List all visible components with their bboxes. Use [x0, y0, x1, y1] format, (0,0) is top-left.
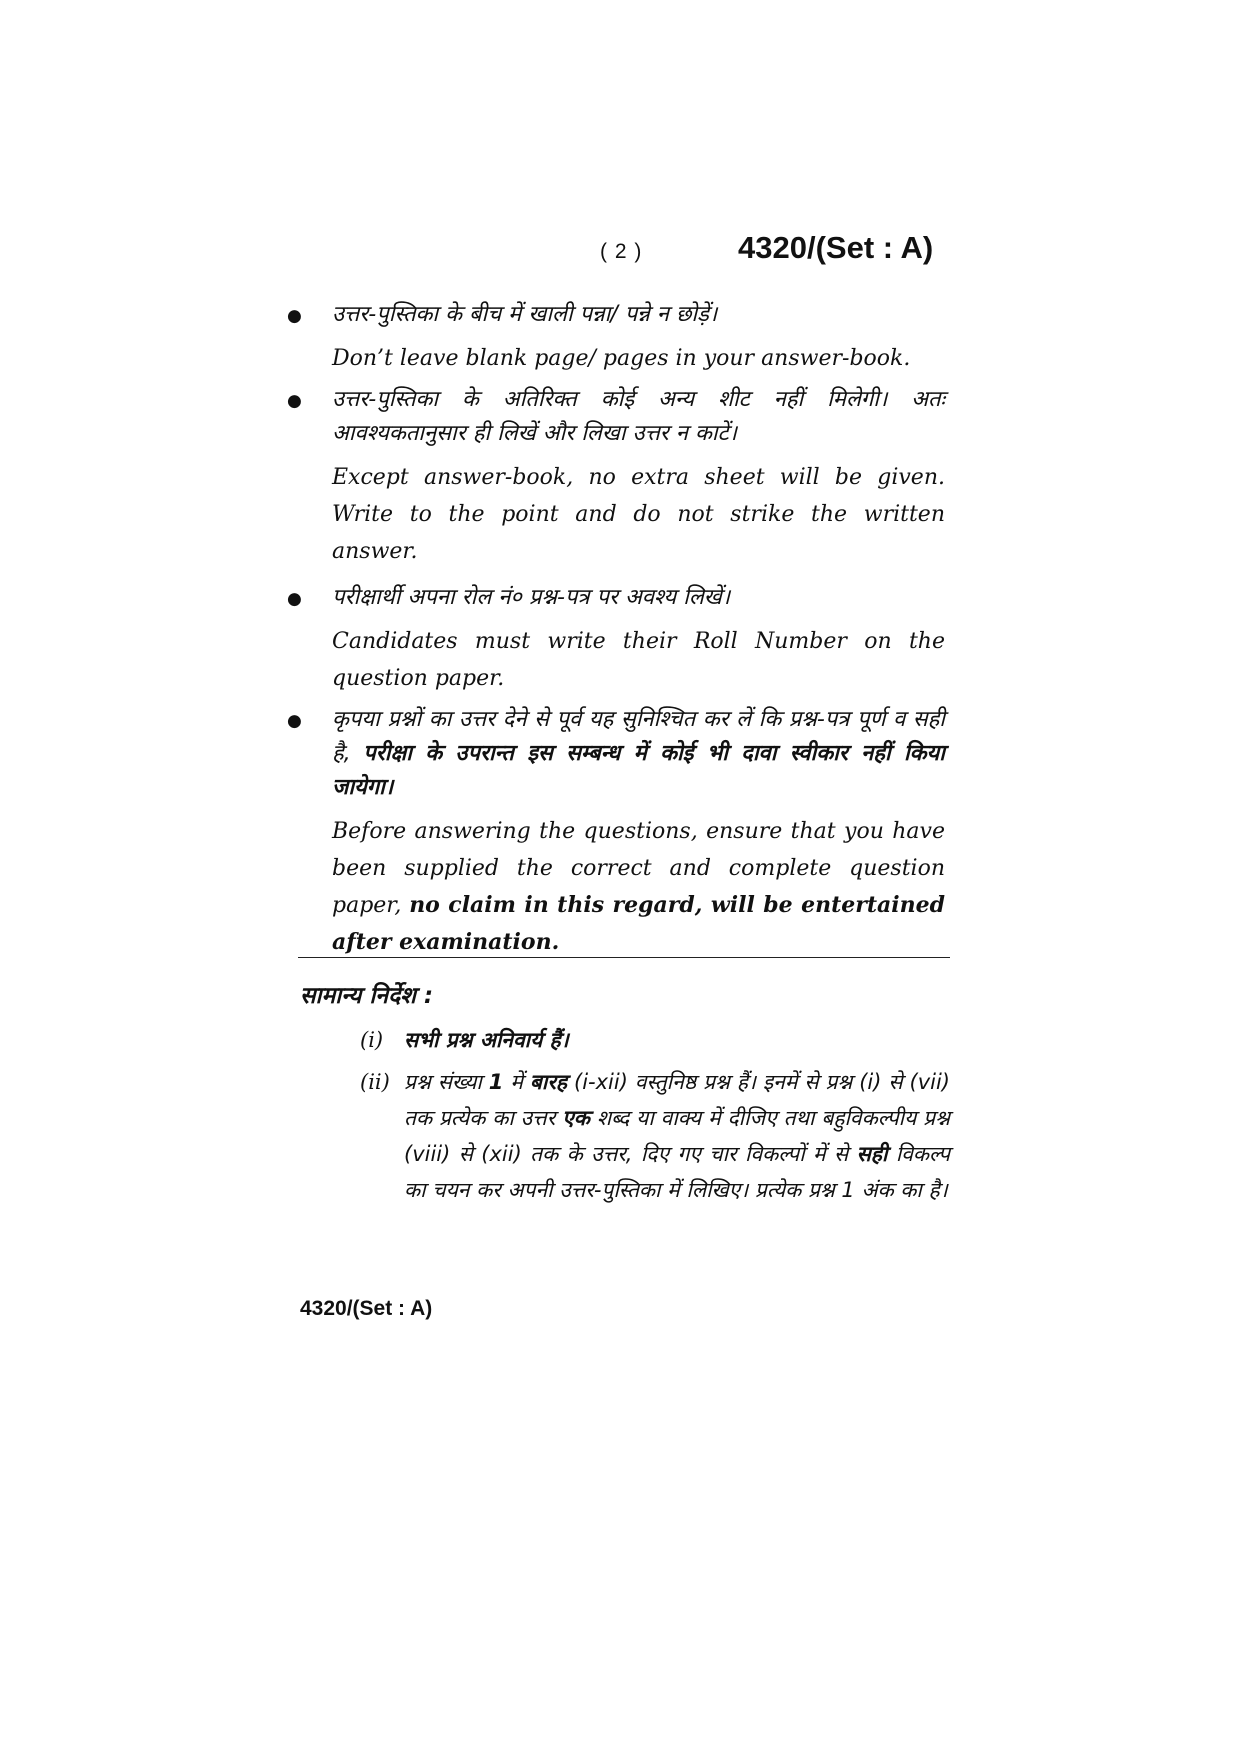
item-text-part: शब्द या वाक्य में दीजिए तथा बहुविकल्पीय प्रश्न (viii) से (xii) तक के उत्तर, दिए गए चार विकल्पों में से: [404, 1106, 950, 1166]
general-instruction-item: [360, 1022, 950, 1058]
item-text-part: प्रश्न संख्या: [404, 1070, 482, 1094]
instruction-english: Don’t leave blank page/ pages in your answer-book.: [332, 346, 911, 371]
item-text-bold: बारह: [529, 1070, 568, 1094]
bullet-icon: ●: [287, 391, 302, 411]
item-text: [404, 1022, 950, 1058]
set-code-footer: 4320/(Set : A): [300, 1297, 433, 1320]
instruction-hindi: [300, 703, 945, 805]
instruction-english: [300, 813, 945, 961]
instruction-english-bold: no claim in this regard, will be entertained after examination.: [332, 892, 945, 955]
item-number: (i): [360, 1028, 384, 1052]
instruction-english: Except answer-book, no extra sheet will be given. Write to the point and do not strike the written answer.: [332, 465, 945, 564]
instruction-item: [287, 298, 945, 377]
instruction-hindi: उत्तर-पुस्तिका के बीच में खाली पन्ना/ पन्ने न छोड़ें।: [332, 302, 718, 327]
general-instruction-item: [360, 1064, 950, 1208]
instruction-hindi-text: कृपया प्रश्नों का उत्तर देने से पूर्व यह सुनिश्चित कर लें कि प्रश्न-पत्र पूर्ण व सही है,: [332, 707, 945, 766]
instruction-english-text: Before answering the questions, ensure that you have been supplied the correct and complete question paper,: [332, 819, 945, 918]
bullet-icon: ●: [287, 711, 302, 731]
instruction-item: [287, 383, 945, 570]
item-text-bold: एक: [562, 1106, 590, 1130]
bullet-icon: ●: [287, 306, 302, 326]
instruction-english: Candidates must write their Roll Number on the question paper.: [332, 629, 945, 691]
instruction-hindi: परीक्षार्थी अपना रोल नं० प्रश्न-पत्र पर अवश्य लिखें।: [332, 585, 731, 610]
set-code-header: 4320/(Set : A): [738, 230, 934, 265]
page-number: ( 2 ): [600, 240, 643, 263]
divider-line: [298, 957, 950, 958]
item-text: [404, 1064, 950, 1208]
bullet-icon: ●: [287, 589, 302, 609]
general-instructions-heading: सामान्य निर्देश :: [300, 983, 434, 1009]
instruction-item: [287, 581, 945, 697]
item-number: (ii): [360, 1070, 390, 1094]
item-text-part: विकल्प का चयन कर अपनी उत्तर-पुस्तिका में लिखिए। प्रत्येक प्रश्न 1 अंक का है।: [404, 1142, 950, 1202]
item-text-bold: 1: [488, 1070, 504, 1094]
instruction-hindi: उत्तर-पुस्तिका के अतिरिक्त कोई अन्य शीट नहीं मिलेगी। अतः आवश्यकतानुसार ही लिखें और लिखा उत्तर न काटें।: [332, 387, 945, 446]
instruction-item: [287, 703, 945, 961]
instruction-hindi-bold: परीक्षा के उपरान्त इस सम्बन्ध में कोई भी दावा स्वीकार नहीं किया जायेगा।: [332, 741, 945, 800]
item-text-part: (i-xii) वस्तुनिष्ठ प्रश्न हैं। इनमें से प्रश्न (i) से (vii) तक प्रत्येक का उत्तर: [404, 1070, 950, 1130]
item-text-bold: सही: [856, 1142, 888, 1166]
item-text-bold: सभी प्रश्न अनिवार्य हैं।: [404, 1028, 569, 1052]
item-text-part: में: [510, 1070, 523, 1094]
